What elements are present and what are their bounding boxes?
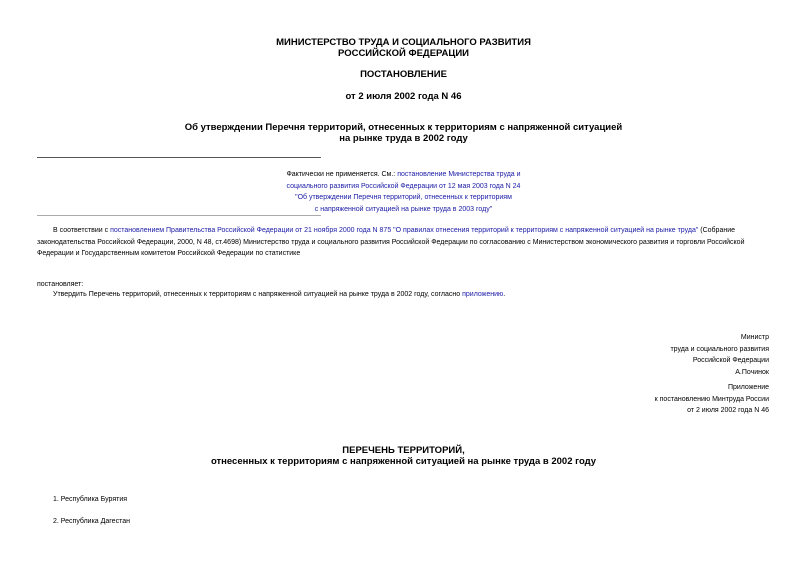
ministry-line-1: МИНИСТЕРСТВО ТРУДА И СОЦИАЛЬНОГО РАЗВИТИЯ (276, 37, 531, 48)
appendix-block (655, 382, 769, 417)
applicability-note (200, 169, 607, 215)
preamble-line-3: Федерации и Государственным комитетом Российской Федерации по статистике (37, 250, 301, 257)
document-title (0, 122, 807, 144)
preamble-paragraph (37, 225, 777, 260)
appendix-link[interactable]: приложению (462, 291, 504, 298)
resolution-paragraph (53, 289, 773, 301)
signature-title: Министр (740, 334, 769, 341)
list-title-line-2: отнесенных к территориям с напряженной ситуацией на рынке труда в 2002 году (210, 456, 597, 467)
government-decree-link[interactable]: постановлением Правительства Российской Федерации от 21 ноября 2000 года N 875 "О правилах отнесения территорий к территориям с напряженной ситуацией на рынке труда" (110, 227, 699, 234)
note-link[interactable]: постановление Министерства труда и (397, 171, 521, 178)
list-title-line-1: ПЕРЕЧЕНЬ ТЕРРИТОРИЙ, (342, 445, 465, 456)
appendix-ref: к постановлению Минтруда России (654, 395, 769, 403)
note-link-line-3[interactable]: "Об утверждении Перечня территорий, отнесенных к территориям (295, 194, 512, 201)
signature-name: А.Починок (735, 368, 769, 376)
appendix-date: от 2 июля 2002 года N 46 (687, 407, 769, 414)
preamble-line-2: законодательства Российской Федерации, 2000, N 48, ст.4698) Министерство труда и социального развития Российской Федерации по согласованию с Министерством экономического развития и торговли Российской (37, 238, 745, 246)
title-line-1: Об утверждении Перечня территорий, отнесенных к территориям с напряженной ситуацией (184, 122, 623, 133)
ministry-line-2: РОССИЙСКОЙ ФЕДЕРАЦИИ (337, 48, 469, 59)
title-line-2: на рынке труда в 2002 году (339, 133, 468, 144)
decree-word: постановляет: (37, 281, 84, 288)
note-prefix: Фактически не применяется. См.: (286, 171, 398, 178)
preamble-cont: (Собрание (698, 227, 736, 234)
preamble-start: В соответствии с (53, 227, 111, 234)
ministry-name (0, 37, 807, 59)
document-type: ПОСТАНОВЛЕНИЕ (360, 69, 447, 80)
separator-bottom (37, 215, 321, 216)
list-title (0, 445, 807, 467)
note-link-line-2[interactable]: социального развития Российской Федерации от 12 мая 2003 года N 24 (286, 182, 521, 190)
separator-top (37, 157, 321, 158)
resolution-end: . (503, 291, 506, 298)
list-item: 2. Республика Дагестан (53, 518, 130, 525)
resolution-text: Утвердить Перечень территорий, отнесенных к территориям с напряженной ситуацией на рынке труда в 2002 году, согласно (53, 291, 463, 298)
appendix-label: Приложение (727, 384, 769, 391)
signature-country: Российской Федерации (692, 357, 769, 364)
document-date: от 2 июля 2002 года N 46 (345, 91, 462, 102)
note-link-line-4[interactable]: с напряженной ситуацией на рынке труда в 2003 году" (314, 205, 493, 213)
list-item: 1. Республика Бурятия (53, 496, 128, 503)
signature-block (670, 332, 769, 378)
signature-ministry: труда и социального развития (670, 345, 769, 353)
